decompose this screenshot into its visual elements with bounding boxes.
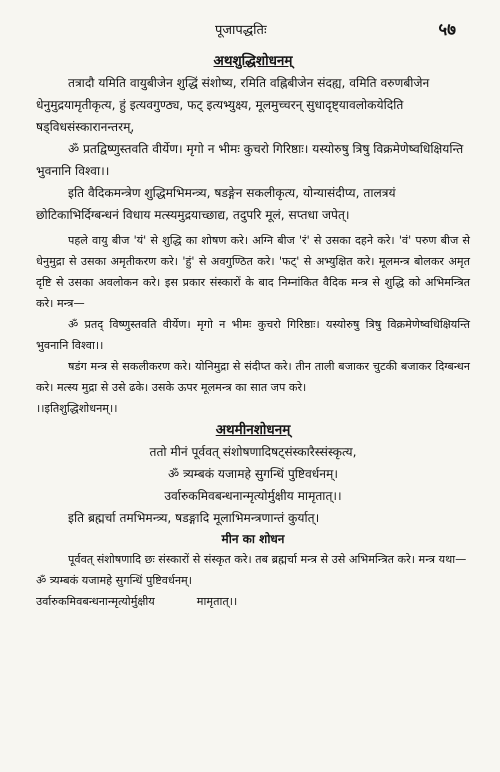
hindi-mantra: ॐ त्र्यम्बकं यजामहे सुगन्धिं पुष्टिवर्धनम्। xyxy=(36,574,192,587)
sanskrit-paragraph: इति वैदिकमन्त्रेण शुद्धिमभिमन्त्र्य, षडङ्गेन सकलीकृत्य, योन्यासंदीप्य, तालत्रयं छोटिकाभिर्दिग्बन्धनं विधाय मत्स्यमुद्रयाच्छाद्य, तदुपरि मूलं, सप्तधा जपेत्। xyxy=(36,186,396,222)
sanskrit-paragraph: तत्रादौ यमिति वायुबीजेन शुद्धिं संशोष्य, रमिति वह्निबीजेन संदह्य, वमिति वरुणबीजेन धेनुमुद्रयामृतीकृत्य, हुं इत्यवगुण्ठ्य, फट् इत्यभ्युक्ष्य, मूलमुच्चरन् सुधादृष्ट्यावलोकयेदिति षड्विधसंस्कारानन्तरम्, xyxy=(36,76,430,134)
page-body xyxy=(36,50,470,612)
page-number: ५७ xyxy=(438,20,456,40)
section-closing: ।।इतिशुद्धिशोधनम्।। xyxy=(36,402,118,415)
hindi-subheading: मीन का शोधन xyxy=(221,532,285,546)
section-heading-shuddhi: अथशुद्धिशोधनम् xyxy=(213,53,293,69)
hindi-paragraph: षडंग मन्त्र से सकलीकरण करे। योनिमुद्रा से संदीप्त करे। तीन ताली बजाकर चुटकी बजाकर दिग्बन्धन करे। मत्स्य मुद्रा से उसे ढके। उसके ऊपर मूलमन्त्र का सात जप करे। xyxy=(36,360,470,394)
vedic-mantra: ॐ प्रतद्विष्णुस्तवति वीर्येण। मृगो न भीमः कुचरो गिरिष्ठाः। यस्योरुषु त्रिषु विक्रमेणेष्वधिक्षियन्ति भुवनानि विश्वा।। xyxy=(36,142,464,178)
hindi-paragraph: पहले वायु बीज 'यं' से शुद्धि का शोषण करे। अग्नि बीज 'रं' से उसका दहने करे। 'वं' परुण बीज से धेनुमुद्रा से उसका अमृतीकरण करे। 'हुं' से अवगुण्ठित करे। 'फट्' से अभ्युक्षित करे। मूलमन्त्र बोलकर अमृत दृष्टि से उसका अवलोकन करे। इस प्रकार संस्कारों के बाद निम्नांकित वैदिक मन्त्र से शुद्धि को अभिमन्त्रित करे। मन्त्र— xyxy=(36,234,470,310)
page-header xyxy=(0,20,500,40)
section-heading-meen: अथमीनशोधनम् xyxy=(215,422,291,438)
hindi-mantra: उर्वारुकमिवबन्धनान्मृत्योर्मुक्षीय मामृतात्।। xyxy=(36,595,238,608)
sanskrit-verse: ॐ त्र्यम्बकं यजामहे सुगन्धिं पुष्टिवर्धनम्। xyxy=(168,467,338,481)
hindi-mantra: ॐ प्रतद् विष्णुस्तवति वीर्येण। मृगो न भीमः कुचरो गिरिष्ठाः। यस्योरुषु त्रिषु विक्रमेणेष्वधिक्षियन्ति भुवनानि विश्वा।। xyxy=(36,318,470,352)
running-title: पूजापद्धतिः xyxy=(215,23,267,38)
sanskrit-verse: इति ब्रह्मर्चा तमभिमन्त्र्य, षडङ्गादि मूलाभिमन्त्रणान्तं कुर्यात्। xyxy=(68,511,320,525)
sanskrit-verse: ततो मीनं पूर्ववत् संशोषणादिषट्संस्कारैस्संस्कृत्य, xyxy=(149,445,357,459)
hindi-paragraph: पूर्ववत् संशोषणादि छः संस्कारों से संस्कृत करे। तब ब्रह्मर्चा मन्त्र से उसे अभिमन्त्रित करे। मन्त्र यथा— xyxy=(68,553,467,566)
sanskrit-verse: उर्वारुकमिवबन्धनान्मृत्योर्मुक्षीय मामृतात्।। xyxy=(164,489,342,503)
